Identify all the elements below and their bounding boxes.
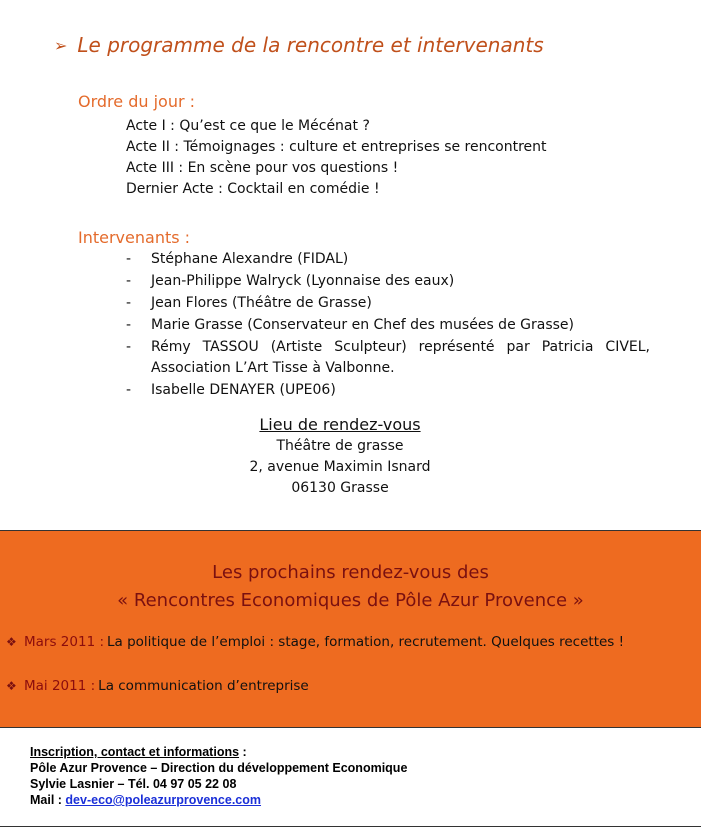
- bottom-divider: [0, 826, 701, 827]
- venue-title: Lieu de rendez-vous: [259, 415, 421, 434]
- dash-bullet: -: [126, 273, 132, 289]
- event-item: [6, 678, 309, 694]
- band-title-line2: « Rencontres Economiques de Pôle Azur Provence »: [117, 590, 584, 611]
- agenda-item: Acte III : En scène pour vos questions !: [126, 160, 399, 176]
- footer-colon: :: [239, 745, 247, 759]
- dash-bullet: -: [126, 339, 132, 355]
- speaker-name: Rémy TASSOU (Artiste Sculpteur) représenté par Patricia CIVEL, Association L’Art Tisse à Valbonne.: [151, 339, 650, 376]
- speaker-name: Marie Grasse (Conservateur en Chef des musées de Grasse): [151, 317, 574, 333]
- email-link[interactable]: dev-eco@poleazurprovence.com: [65, 793, 262, 807]
- venue-street: 2, avenue Maximin Isnard: [249, 459, 431, 475]
- dash-bullet: -: [126, 317, 132, 333]
- speaker-name: Jean-Philippe Walryck (Lyonnaise des eaux): [151, 273, 455, 289]
- speaker-item: [126, 271, 650, 292]
- event-item: [6, 634, 624, 650]
- venue-name: Théâtre de grasse: [276, 438, 404, 454]
- diamond-bullet-icon: ❖: [6, 635, 17, 649]
- footer-contact-phone: Sylvie Lasnier – Tél. 04 97 05 22 08: [30, 777, 237, 791]
- agenda-item: Acte II : Témoignages : culture et entreprises se rencontrent: [126, 139, 547, 155]
- agenda-list: [126, 116, 547, 200]
- speaker-item: [126, 337, 650, 379]
- footer-heading: [30, 744, 407, 760]
- event-date: Mars 2011 :: [24, 634, 104, 650]
- arrow-bullet-icon: ➢: [54, 35, 68, 55]
- speakers-list: [126, 249, 650, 402]
- footer-organisation: Pôle Azur Provence – Direction du développement Economique: [30, 761, 408, 775]
- speaker-name: Stéphane Alexandre (FIDAL): [151, 251, 349, 267]
- section-title: Le programme de la rencontre et intervenants: [77, 33, 544, 57]
- band-title-line1: Les prochains rendez-vous des: [212, 562, 489, 583]
- speaker-item: [126, 249, 650, 270]
- upcoming-events-band: [0, 530, 701, 728]
- speakers-title: Intervenants :: [78, 228, 191, 247]
- event-description: La communication d’entreprise: [98, 678, 309, 694]
- footer-label: Inscription, contact et informations: [30, 745, 240, 759]
- contact-footer: [30, 744, 407, 808]
- venue-city: 06130 Grasse: [291, 480, 389, 496]
- event-description: La politique de l’emploi : stage, formation, recrutement. Quelques recettes !: [107, 634, 625, 650]
- footer-mail-line: [30, 792, 407, 808]
- agenda-item: Acte I : Qu’est ce que le Mécénat ?: [126, 118, 370, 134]
- dash-bullet: -: [126, 295, 132, 311]
- agenda-item: Dernier Acte : Cocktail en comédie !: [126, 181, 380, 197]
- dash-bullet: -: [126, 382, 132, 398]
- speaker-name: Isabelle DENAYER (UPE06): [151, 382, 336, 398]
- speaker-name: Jean Flores (Théâtre de Grasse): [151, 295, 372, 311]
- speaker-item: [126, 380, 650, 401]
- agenda-title: Ordre du jour :: [78, 92, 196, 111]
- section-heading: [54, 31, 544, 59]
- event-date: Mai 2011 :: [24, 678, 96, 694]
- speaker-item: [126, 315, 650, 336]
- speaker-item: [126, 293, 650, 314]
- venue-block: [200, 414, 480, 499]
- dash-bullet: -: [126, 251, 132, 267]
- diamond-bullet-icon: ❖: [6, 679, 17, 693]
- mail-label: Mail :: [30, 793, 66, 807]
